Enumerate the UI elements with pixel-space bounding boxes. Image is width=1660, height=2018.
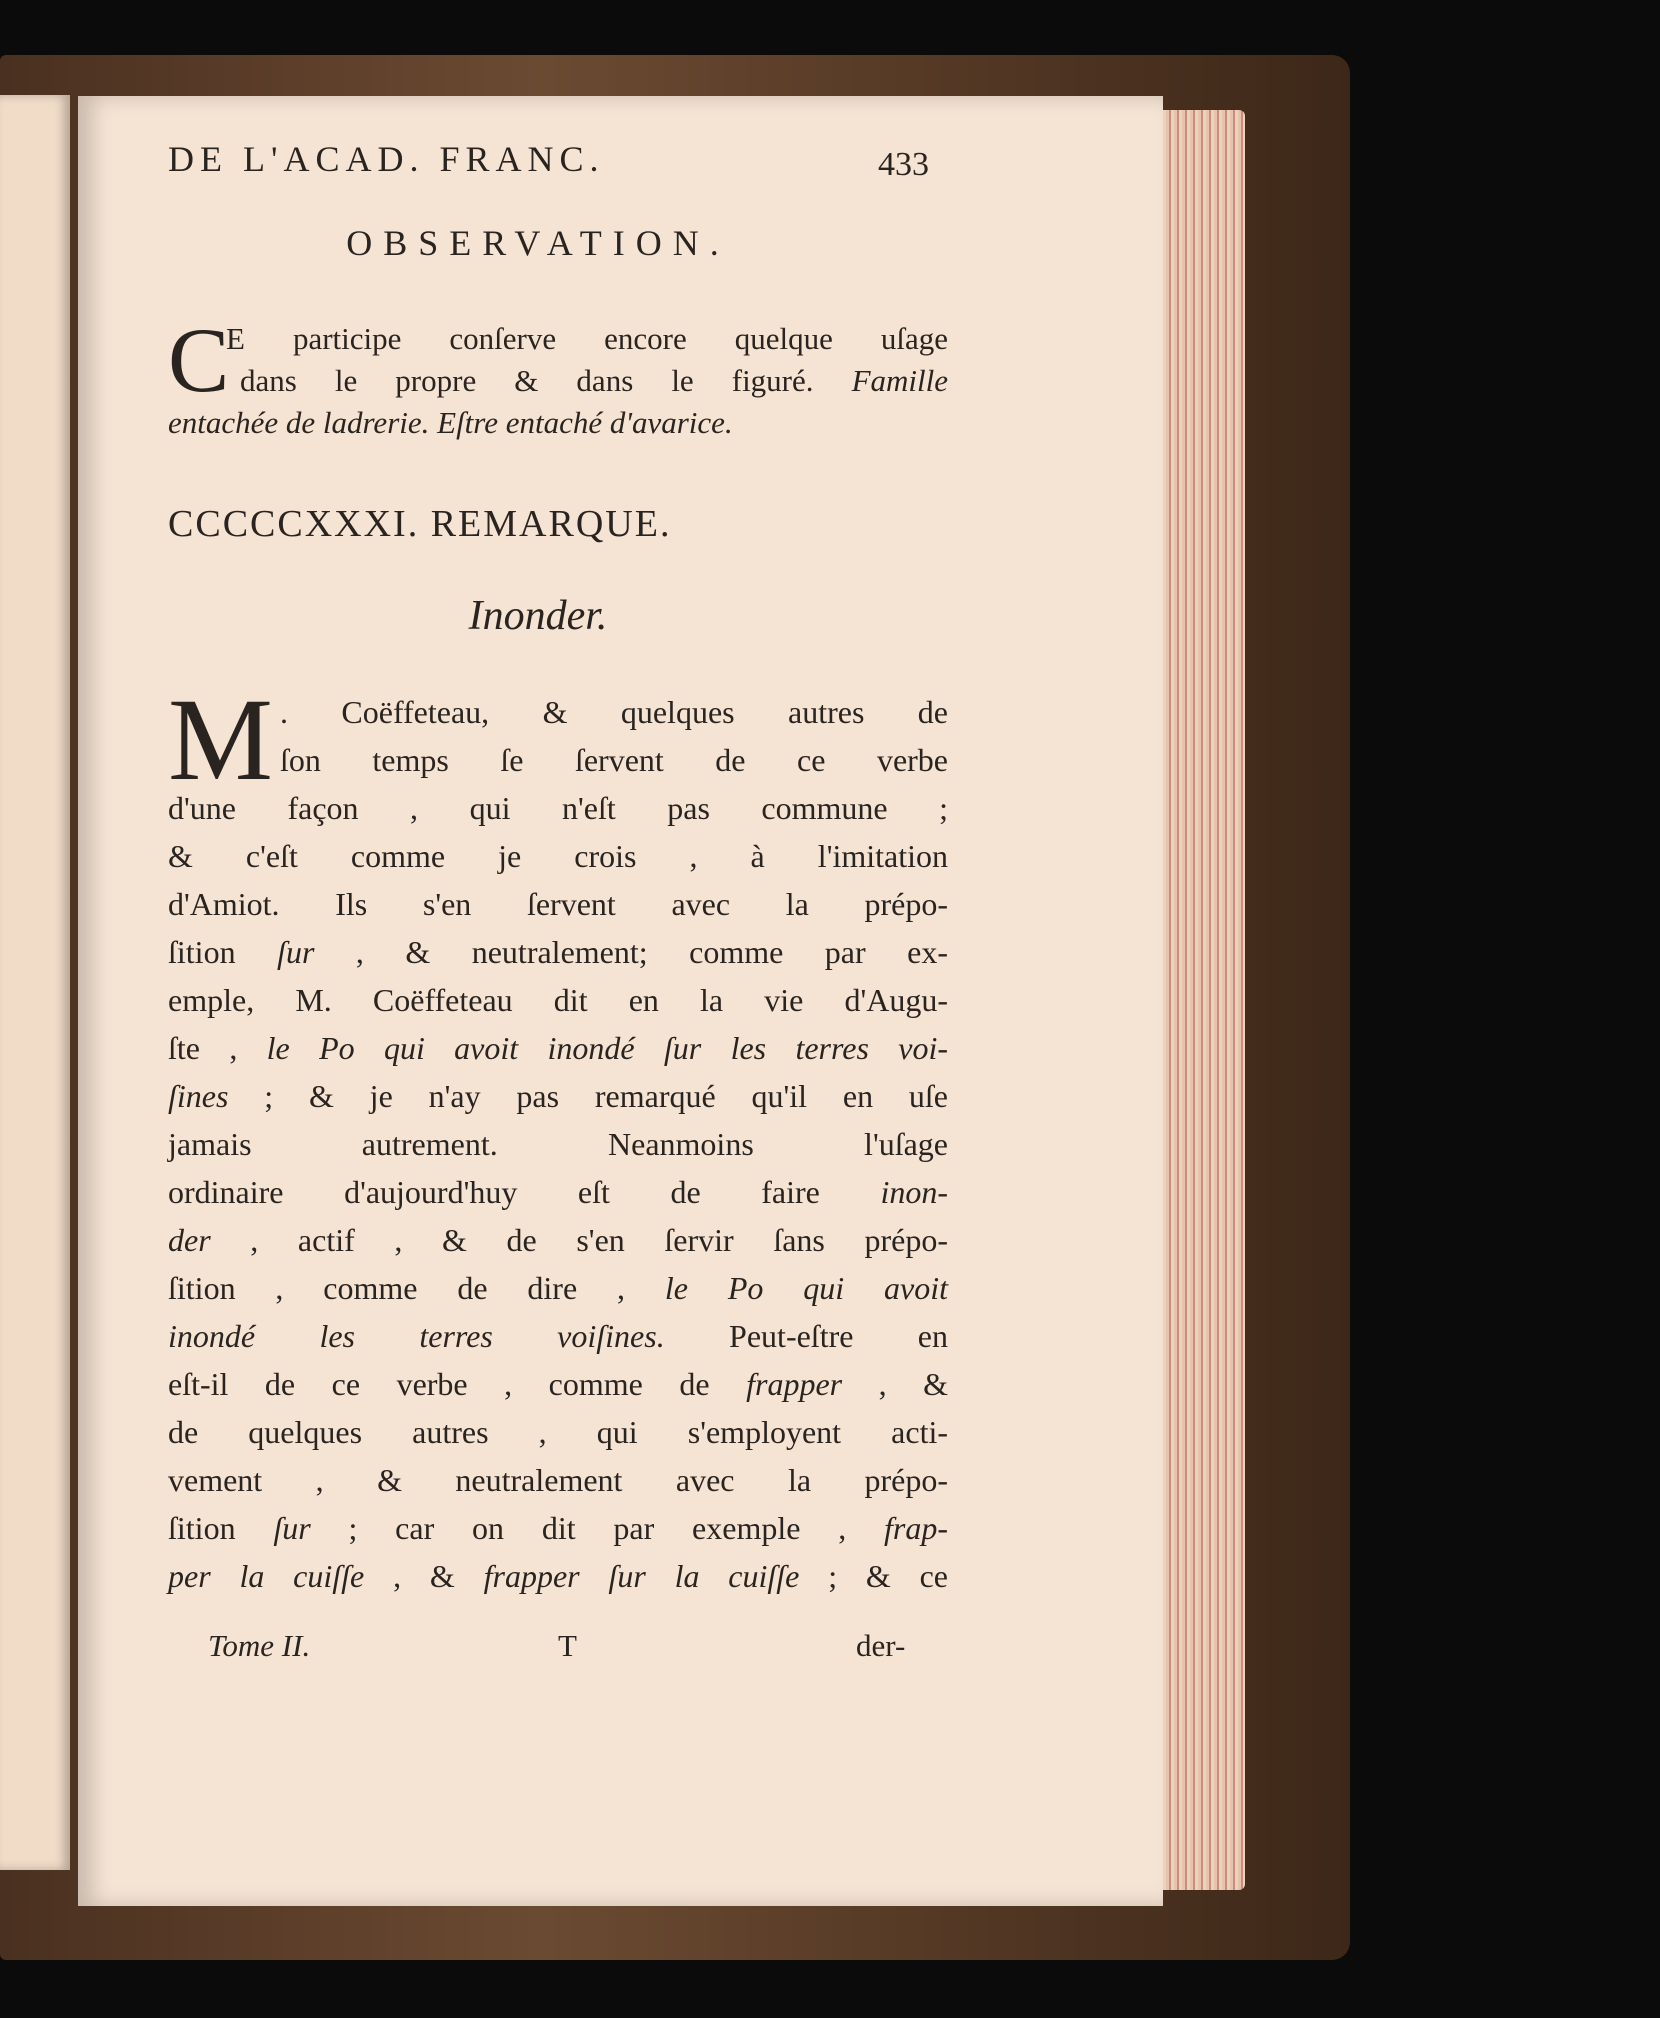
text-line — [168, 1168, 948, 1216]
text-segment: ſition — [168, 1510, 274, 1546]
text-segment: ſition , comme de dire , — [168, 1270, 665, 1306]
text-segment: ; car on dit par exemple , — [310, 1510, 885, 1546]
drop-cap: C — [168, 309, 230, 411]
page-number: 433 — [878, 146, 929, 183]
text-segment: emple, M. Coëffeteau dit en la vie d'Augu- — [168, 982, 948, 1018]
text-line — [168, 1120, 948, 1168]
italic-text: entachée de ladrerie. Eſtre entaché d'avarice. — [168, 405, 733, 440]
italic-text: ſur — [273, 1510, 311, 1546]
italic-text: inondé les terres voiſines. — [168, 1318, 665, 1354]
text-line — [168, 1024, 948, 1072]
text-segment: . Coëffeteau, & quelques autres de — [280, 694, 948, 730]
left-page-edge — [0, 95, 70, 1870]
text-segment: Peut-eſtre en — [664, 1318, 949, 1354]
observation-heading: OBSERVATION. — [346, 223, 730, 263]
italic-text: ſur — [277, 934, 315, 970]
italic-text: per la cuiſſe — [168, 1558, 365, 1594]
text-segment: ſon temps ſe ſervent de ce verbe — [280, 742, 948, 778]
page-footer — [168, 1628, 948, 1668]
text-line — [168, 1312, 948, 1360]
remark-word: Inonder. — [468, 593, 608, 639]
running-header — [168, 138, 948, 188]
remark-paragraph — [168, 674, 949, 1600]
text-line — [168, 832, 948, 880]
text-line — [168, 928, 948, 976]
page-edges — [1150, 110, 1245, 1890]
text-segment: , & — [842, 1366, 949, 1402]
text-line — [168, 1360, 948, 1408]
drop-cap: M — [168, 674, 273, 805]
italic-text: le Po qui avoit inondé ſur les terres voi- — [266, 1030, 949, 1066]
text-line — [168, 1216, 948, 1264]
catchword: der- — [856, 1628, 906, 1663]
text-line — [168, 688, 948, 736]
running-title: DE L'ACAD. FRANC. — [168, 139, 605, 179]
text-line — [168, 318, 948, 360]
italic-text: der — [168, 1222, 211, 1258]
remark-heading: CCCCCXXXI. REMARQUE. — [168, 503, 672, 545]
text-segment: ſte , — [168, 1030, 267, 1066]
text-segment: d'Amiot. Ils s'en ſervent avec la prépo- — [168, 886, 948, 922]
text-segment: ordinaire d'aujourd'huy eſt de faire — [168, 1174, 881, 1210]
text-segment: de quelques autres , qui s'employent acti- — [168, 1414, 948, 1450]
gathering-signature: T — [558, 1628, 577, 1663]
text-line — [168, 1408, 948, 1456]
text-line — [168, 1072, 948, 1120]
text-line — [168, 1264, 948, 1312]
text-segment: ſition — [168, 934, 278, 970]
text-line — [168, 1552, 948, 1600]
text-segment: & c'eſt comme je crois , à l'imitation — [168, 838, 948, 874]
italic-text: inon- — [880, 1174, 948, 1210]
italic-text: frap- — [884, 1510, 949, 1546]
observation-paragraph — [168, 309, 948, 444]
text-segment: , & neutralement; comme par ex- — [314, 934, 949, 970]
text-line — [168, 880, 948, 928]
text-line — [168, 402, 948, 444]
text-segment: , actif , & de s'en ſervir ſans prépo- — [210, 1222, 948, 1258]
text-line — [168, 360, 948, 402]
text-segment: vement , & neutralement avec la prépo- — [168, 1462, 948, 1498]
italic-text: Famille — [851, 363, 948, 398]
text-segment: ; & ce — [799, 1558, 949, 1594]
italic-text: frapper ſur la cuiſſe — [483, 1558, 800, 1594]
text-segment: , & — [364, 1558, 484, 1594]
text-line — [168, 976, 948, 1024]
text-line — [168, 736, 948, 784]
text-segment: jamais autrement. Neanmoins l'uſage — [168, 1126, 948, 1162]
italic-text: ſines — [168, 1078, 229, 1114]
text-line — [168, 1456, 948, 1504]
text-line — [168, 784, 948, 832]
text-segment: eſt-il de ce verbe , comme de — [168, 1366, 747, 1402]
text-line — [168, 1504, 948, 1552]
volume-signature: Tome II. — [208, 1628, 311, 1663]
text-segment: E participe conſerve encore quelque uſage — [226, 321, 948, 356]
italic-text: le Po qui avoit — [664, 1270, 949, 1306]
text-segment: dans le propre & dans le figuré. — [240, 363, 852, 398]
text-segment: d'une façon , qui n'eſt pas commune ; — [168, 790, 948, 826]
text-segment: ; & je n'ay pas remarqué qu'il en uſe — [228, 1078, 948, 1114]
italic-text: frapper — [746, 1366, 843, 1402]
